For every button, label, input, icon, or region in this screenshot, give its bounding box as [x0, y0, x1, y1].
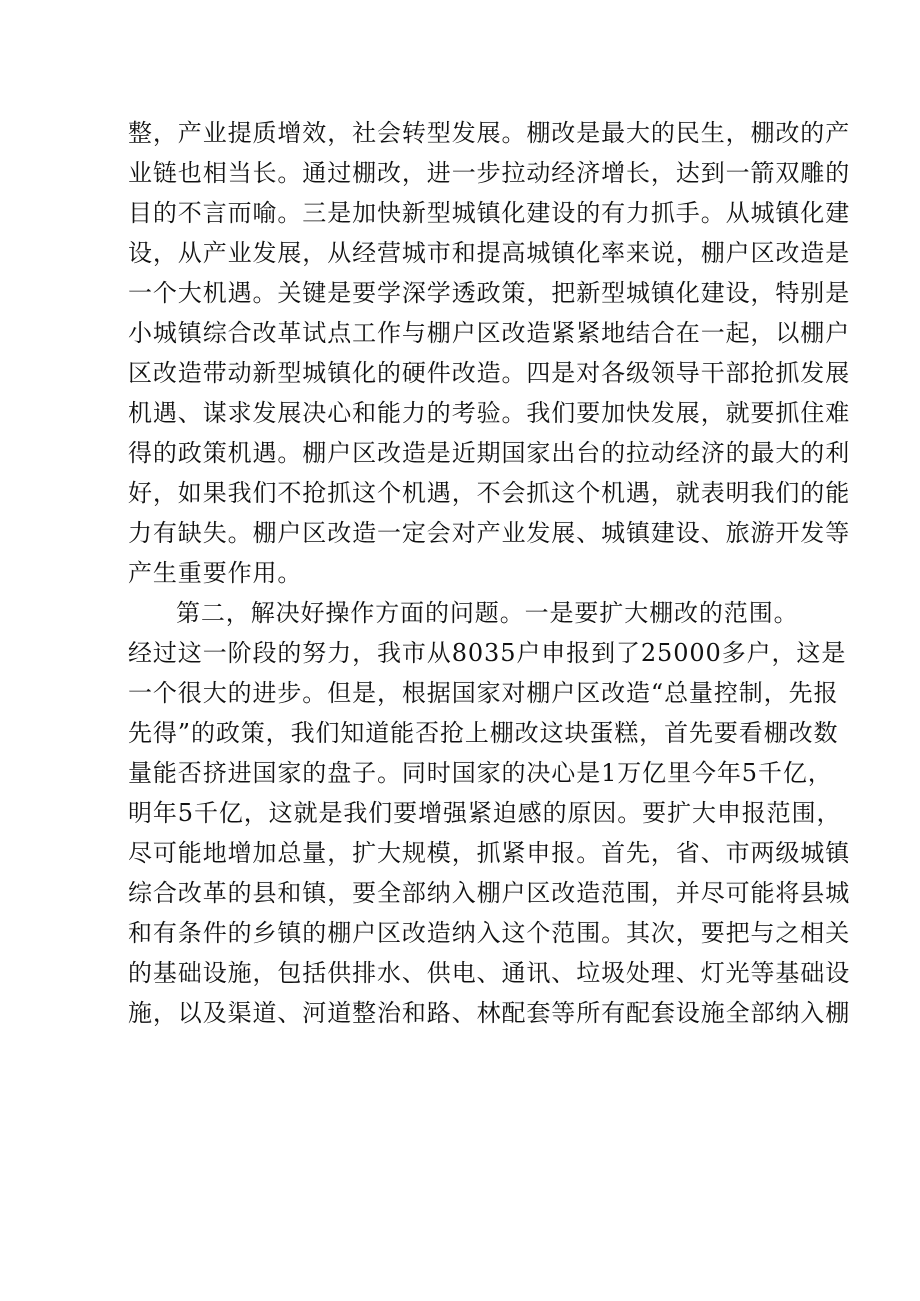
text-line: 一个大机遇。关键是要学深学透政策，把新型城镇化建设，特别是: [128, 279, 851, 307]
text-line: 量能否挤进国家的盘子。同时国家的决心是1万亿里今年5千亿，: [128, 759, 833, 787]
text-line: 和有条件的乡镇的棚户区改造纳入这个范围。其次，要把与之相关: [128, 919, 851, 947]
text-line: 的基础设施，包括供排水、供电、通讯、垃圾处理、灯光等基础设: [128, 959, 851, 987]
text-line: 综合改革的县和镇，要全部纳入棚户区改造范围，并尽可能将县城: [128, 879, 851, 907]
text-line: 一个很大的进步。但是，根据国家对棚户区改造“总量控制，先报: [128, 679, 839, 707]
text-line: 尽可能地增加总量，扩大规模，抓紧申报。首先，省、市两级城镇: [128, 839, 851, 867]
text-line: 明年5千亿，这就是我们要增强紧迫感的原因。要扩大申报范围，: [128, 799, 842, 827]
text-line: 业链也相当长。通过棚改，进一步拉动经济增长，达到一箭双雕的: [128, 159, 851, 187]
text-line: 整，产业提质增效，社会转型发展。棚改是最大的民生，棚改的产: [128, 119, 851, 147]
text-line: 好，如果我们不抢抓这个机遇，不会抓这个机遇，就表明我们的能: [128, 479, 851, 507]
text-line: 区改造带动新型城镇化的硬件改造。四是对各级领导干部抢抓发展: [128, 359, 851, 387]
body-text: [128, 113, 851, 1033]
text-line: 设，从产业发展，从经营城市和提高城镇化率来说，棚户区改造是: [128, 239, 851, 267]
text-line: 经过这一阶段的努力，我市从8035户申报到了25000多户，这是: [128, 639, 847, 667]
section-heading-line: 第二，解决好操作方面的问题。一是要扩大棚改的范围。: [176, 599, 799, 627]
text-line: 机遇、谋求发展决心和能力的考验。我们要加快发展，就要抓住难: [128, 399, 851, 427]
text-line: 目的不言而喻。三是加快新型城镇化建设的有力抓手。从城镇化建: [128, 199, 851, 227]
text-line: 小城镇综合改革试点工作与棚户区改造紧紧地结合在一起，以棚户: [128, 319, 851, 347]
text-line: 先得”的政策，我们知道能否抢上棚改这块蛋糕，首先要看棚改数: [128, 719, 839, 747]
text-line: 施，以及渠道、河道整治和路、林配套等所有配套设施全部纳入棚: [128, 999, 851, 1027]
text-line: 产生重要作用。: [128, 559, 303, 587]
text-line: 得的政策机遇。棚户区改造是近期国家出台的拉动经济的最大的利: [128, 439, 851, 467]
text-line: 力有缺失。棚户区改造一定会对产业发展、城镇建设、旅游开发等: [128, 519, 851, 547]
